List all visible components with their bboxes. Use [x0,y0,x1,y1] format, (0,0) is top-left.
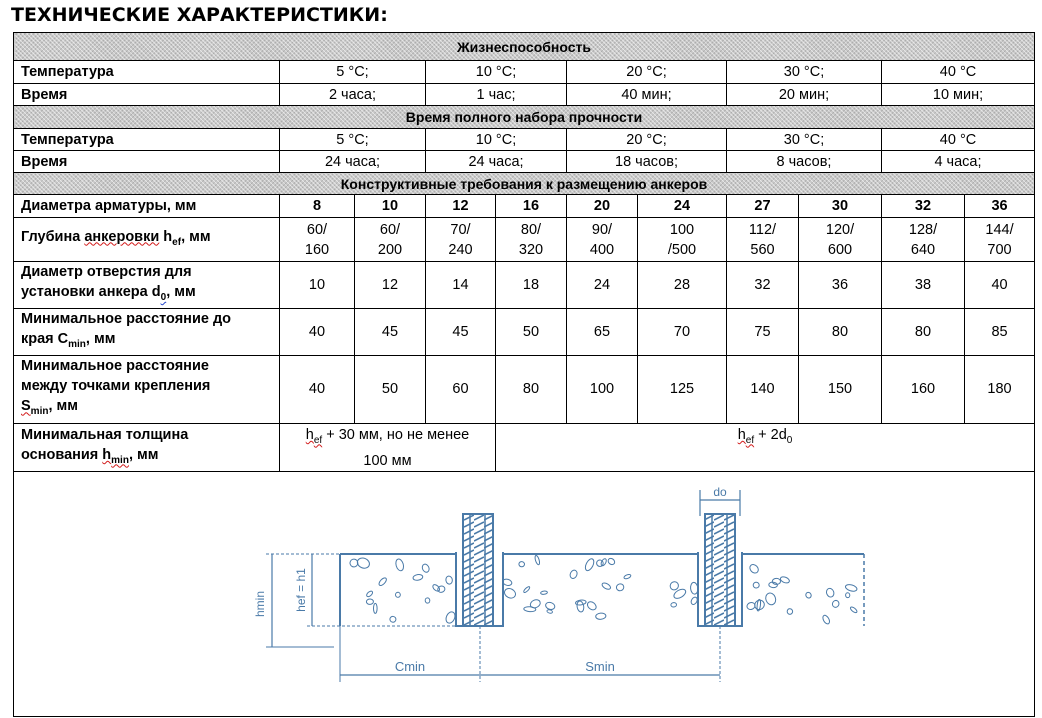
depth-cell: 112/ 560 [727,218,799,262]
table-row [14,308,1035,355]
table-row [14,84,1035,106]
hole-cell: 36 [799,262,882,309]
time-cell: 18 часов; [567,151,727,173]
time-cell: 20 мин; [727,84,882,106]
hole-cell: 18 [496,262,567,309]
row-label: Время [14,84,280,106]
diameter-cell: 12 [426,195,496,218]
temp-cell: 10 °C; [426,129,567,151]
time-cell: 2 часа; [280,84,426,106]
edge-cell: 50 [496,308,567,355]
hole-cell: 12 [355,262,426,309]
diameter-cell: 20 [567,195,638,218]
diameter-cell: 30 [799,195,882,218]
time-cell: 24 часа; [426,151,567,173]
table-row [14,129,1035,151]
thickness-rule-small: $h_{ef} + 30$ мм, но не менее 100 мм [280,423,496,471]
label-hef: hef = h1 [294,567,308,612]
concrete-slab [340,554,864,626]
depth-cell: 100 /500 [638,218,727,262]
row-label: Минимальное расстояние до края $C_{min}$, мм [14,308,280,355]
dimension-d0 [700,485,740,516]
row-label: Диаметр отверстия для установки анкера $d_0$, мм [14,262,280,309]
time-cell: 4 часа; [882,151,1035,173]
time-cell: 40 мин; [567,84,727,106]
edge-cell: 75 [727,308,799,355]
temp-cell: 5 °C; [280,129,426,151]
hole-cell: 40 [965,262,1035,309]
spacing-cell: 60 [426,355,496,423]
diameter-cell: 24 [638,195,727,218]
time-cell: 24 часа; [280,151,426,173]
spacing-cell: 125 [638,355,727,423]
table-row [14,262,1035,309]
row-label: Глубина анкеровки $h_{ef}$, мм [14,218,280,262]
depth-cell: 128/ 640 [882,218,965,262]
temp-cell: 30 °C; [727,61,882,84]
depth-cell: 90/ 400 [567,218,638,262]
hole-cell: 38 [882,262,965,309]
diameter-cell: 10 [355,195,426,218]
anchor-rod-left [463,514,493,626]
hole-cell: 32 [727,262,799,309]
row-label: Минимальная толщина основания $h_{min}$, мм [14,423,280,471]
spacing-cell: 160 [882,355,965,423]
temp-cell: 30 °C; [727,129,882,151]
diameter-cell: 8 [280,195,355,218]
edge-cell: 85 [965,308,1035,355]
label-hmin: hmin [253,590,267,617]
hole-cell: 28 [638,262,727,309]
hole-cell: 10 [280,262,355,309]
spacing-cell: 100 [567,355,638,423]
depth-cell: 70/ 240 [426,218,496,262]
edge-cell: 45 [426,308,496,355]
section-cure-time: Время полного набора прочности [14,106,1035,129]
temp-cell: 20 °C; [567,61,727,84]
anchor-rod-right [705,514,735,626]
spacing-cell: 150 [799,355,882,423]
depth-cell: 80/ 320 [496,218,567,262]
time-cell: 1 час; [426,84,567,106]
section-requirements: Конструктивные требования к размещению анкеров [14,173,1035,195]
spacing-cell: 80 [496,355,567,423]
hole-cell: 24 [567,262,638,309]
edge-cell: 45 [355,308,426,355]
temp-cell: 10 °C; [426,61,567,84]
table-row [14,355,1035,423]
table-row [14,423,1035,471]
temp-cell: 40 °C [882,61,1035,84]
spec-table [13,32,1035,717]
diameter-cell: 16 [496,195,567,218]
edge-cell: 80 [799,308,882,355]
spacing-cell: 140 [727,355,799,423]
time-cell: 10 мин; [882,84,1035,106]
section-pot-life: Жизнеспособность [14,33,1035,61]
table-row [14,61,1035,84]
edge-cell: 40 [280,308,355,355]
row-label: Температура [14,129,280,151]
anchor-placement-diagram [14,472,1033,716]
label-cmin: Cmin [394,658,426,674]
table-row [14,151,1035,173]
edge-cell: 70 [638,308,727,355]
spacing-cell: 40 [280,355,355,423]
depth-cell: 120/ 600 [799,218,882,262]
table-row [14,218,1035,262]
edge-cell: 80 [882,308,965,355]
temp-cell: 20 °C; [567,129,727,151]
spacing-cell: 50 [355,355,426,423]
depth-cell: 144/ 700 [965,218,1035,262]
depth-cell: 60/ 200 [355,218,426,262]
row-label: Минимальное расстояние между точками крепления $S_{min}$, мм [14,355,280,423]
diameter-cell: 27 [727,195,799,218]
page-title: ТЕХНИЧЕСКИЕ ХАРАКТЕРИСТИКИ: [11,4,388,26]
row-label: Температура [14,61,280,84]
table-row [14,195,1035,218]
depth-cell: 60/ 160 [280,218,355,262]
anchor-diagram-cell [14,471,1035,716]
label-d0: do [713,484,727,499]
diameter-cell: 32 [882,195,965,218]
thickness-rule-large: $h_{ef} + 2d_0$ [496,423,1035,471]
temp-cell: 40 °C [882,129,1035,151]
time-cell: 8 часов; [727,151,882,173]
row-label: Диаметра арматуры, мм [14,195,280,218]
diameter-cell: 36 [965,195,1035,218]
label-smin: Smin [585,658,615,674]
temp-cell: 5 °C; [280,61,426,84]
dimension-cmin-smin [340,626,720,682]
spacing-cell: 180 [965,355,1035,423]
row-label: Время [14,151,280,173]
edge-cell: 65 [567,308,638,355]
hole-cell: 14 [426,262,496,309]
